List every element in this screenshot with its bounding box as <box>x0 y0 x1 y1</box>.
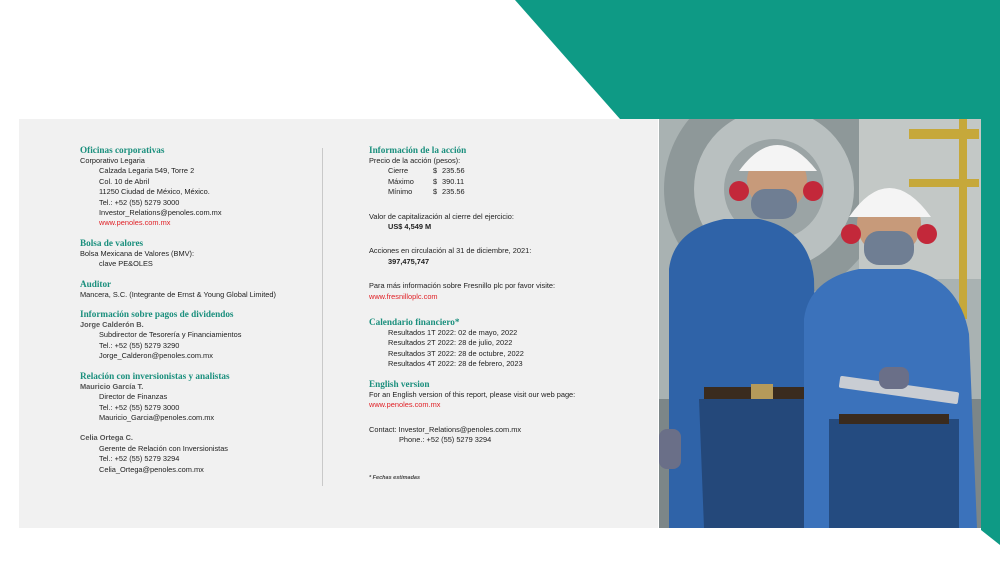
bolsa-line: Bolsa Mexicana de Valores (BMV): <box>80 248 195 258</box>
heading-bolsa: Bolsa de valores <box>80 237 144 248</box>
precio-label: Precio de la acción (pesos): <box>369 156 461 165</box>
office-address-1: Calzada Legaria 549, Torre 2 <box>99 166 195 176</box>
office-address-2: Col. 10 de Abril <box>99 176 150 186</box>
column-divider <box>322 148 323 486</box>
fresnillo-web-link[interactable]: www.fresnilloplc.com <box>369 291 438 301</box>
price-value: 390.11 <box>442 176 465 186</box>
heading-relacion: Relación con inversionistas y analistas <box>80 370 230 381</box>
calendario-item: Resultados 4T 2022: 28 de febrero, 2023 <box>388 359 523 369</box>
workers-photo <box>659 119 981 528</box>
english-text: For an English version of this report, please visit our web page: <box>369 389 576 399</box>
relacion-contact2-email[interactable]: Celia_Ortega@penoles.com.mx <box>99 464 204 474</box>
price-label: Mínimo <box>388 187 413 197</box>
cap-value: US$ 4,549 M <box>388 222 432 232</box>
relacion-contact2-name: Celia Ortega C. <box>80 433 133 443</box>
office-name: Corporativo Legaria <box>80 156 145 165</box>
acciones-value: 397,475,747 <box>388 256 430 266</box>
relacion-contact2-title: Gerente de Relación con Inversionistas <box>99 443 228 453</box>
price-currency: $ <box>433 187 438 197</box>
price-currency: $ <box>433 176 438 186</box>
relacion-contact1-title: Director de Finanzas <box>99 392 168 402</box>
english-contact[interactable]: Contact: Investor_Relations@penoles.com.mx <box>369 424 522 434</box>
relacion-contact1-phone: Tel.: +52 (55) 5279 3000 <box>99 402 180 412</box>
dividendos-contact-email[interactable]: Jorge_Calderon@penoles.com.mx <box>99 351 213 361</box>
calendario-item: Resultados 2T 2022: 28 de julio, 2022 <box>388 338 513 348</box>
price-value: 235.56 <box>442 166 465 176</box>
auditor-line: Mancera, S.C. (Integrante de Ernst & Young Global Limited) <box>80 289 276 299</box>
price-label: Máximo <box>388 176 414 186</box>
english-web-link[interactable]: www.penoles.com.mx <box>369 400 441 410</box>
right-column <box>369 144 649 484</box>
fresnillo-label: Para más información sobre Fresnillo plc por favor visite: <box>369 281 556 291</box>
office-web-link[interactable]: www.penoles.com.mx <box>99 218 171 228</box>
heading-oficinas: Oficinas corporativas <box>80 145 165 155</box>
workers-illustration <box>659 119 981 528</box>
cap-label: Valor de capitalización al cierre del ejercicio: <box>369 211 514 221</box>
acciones-label: Acciones en circulación al 31 de diciembre, 2021: <box>369 246 532 256</box>
price-row-cierre <box>369 166 649 176</box>
heading-accion: Información de la acción <box>369 145 467 155</box>
relacion-contact2-phone: Tel.: +52 (55) 5279 3294 <box>99 454 180 464</box>
heading-auditor: Auditor <box>80 278 112 289</box>
price-currency: $ <box>433 166 438 176</box>
price-value: 235.56 <box>442 187 465 197</box>
heading-calendario: Calendario financiero* <box>369 317 460 328</box>
calendario-item: Resultados 3T 2022: 28 de octubre, 2022 <box>388 348 524 358</box>
price-label: Cierre <box>388 166 409 176</box>
dividendos-contact-name: Jorge Calderón B. <box>80 320 144 330</box>
price-row-minimo <box>369 187 649 197</box>
bolsa-clave: clave PE&OLES <box>99 259 153 269</box>
english-phone: Phone.: +52 (55) 5279 3294 <box>399 434 492 444</box>
price-row-maximo <box>369 177 649 187</box>
office-email[interactable]: Investor_Relations@penoles.com.mx <box>99 208 222 218</box>
heading-dividendos: Información sobre pagos de dividendos <box>80 309 234 320</box>
left-column <box>80 144 315 475</box>
office-phone: Tel.: +52 (55) 5279 3000 <box>99 197 180 207</box>
calendario-item: Resultados 1T 2022: 02 de mayo, 2022 <box>388 328 518 338</box>
relacion-contact1-name: Mauricio García T. <box>80 381 144 391</box>
heading-english: English version <box>369 378 430 389</box>
office-address-3: 11250 Ciudad de México, México. <box>99 187 210 197</box>
relacion-contact1-email[interactable]: Mauricio_Garcia@penoles.com.mx <box>99 412 215 422</box>
footnote: * Fechas estimadas <box>369 475 421 482</box>
dividendos-contact-title: Subdirector de Tesorería y Financiamientos <box>99 330 242 340</box>
dividendos-contact-phone: Tel.: +52 (55) 5279 3290 <box>99 340 180 350</box>
